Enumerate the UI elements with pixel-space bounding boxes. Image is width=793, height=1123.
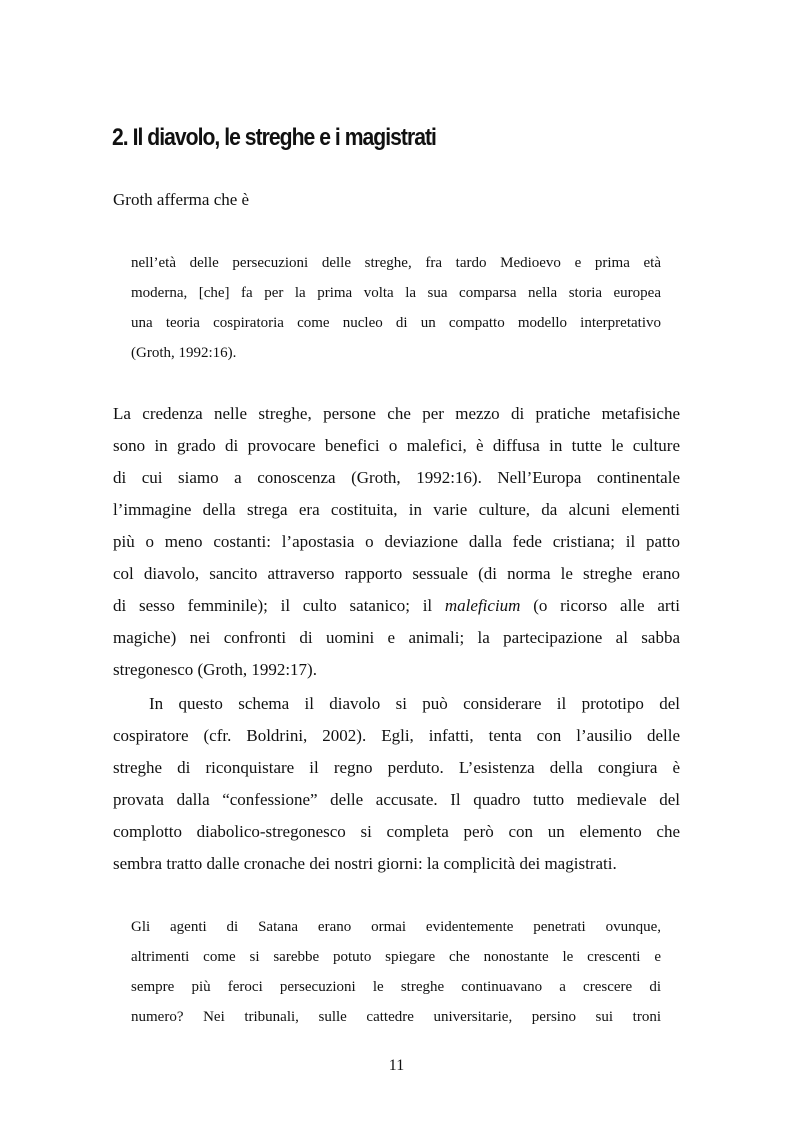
text-segment: di sesso femminile); il culto satanico; il [113, 596, 445, 615]
paragraph-1 [113, 398, 680, 686]
paragraph1-line: sono in grado di provocare benefici o malefici, è diffusa in tutte le culture [113, 436, 680, 455]
block-quote-1 [131, 248, 661, 368]
paragraph1-line: più o meno costanti: l’apostasia o deviazione dalla fede cristiana; il patto [113, 532, 680, 551]
block-quote-2 [131, 912, 661, 1032]
paragraph1-line-with-italic [113, 590, 680, 622]
paragraph1-line: col diavolo, sancito attraverso rapporto sessuale (di norma le streghe erano [113, 564, 680, 583]
quote2-line: Gli agenti di Satana erano ormai evidentemente penetrati ovunque, [131, 919, 661, 935]
quote2-line: altrimenti come si sarebbe potuto spiegare che nonostante le crescenti e [131, 949, 661, 965]
paragraph2-line: streghe di riconquistare il regno perduto. L’esistenza della congiura è [113, 758, 680, 777]
paragraph1-line: l’immagine della strega era costituita, in varie culture, da alcuni elementi [113, 500, 680, 519]
paragraph1-line: stregonesco (Groth, 1992:17). [113, 660, 317, 679]
quote1-line: una teoria cospiratoria come nucleo di un compatto modello interpretativo [131, 315, 661, 331]
quote1-line: (Groth, 1992:16). [131, 345, 237, 361]
paragraph1-line: La credenza nelle streghe, persone che per mezzo di pratiche metafisiche [113, 404, 680, 423]
paragraph-2 [113, 688, 680, 880]
quote2-line: sempre più feroci persecuzioni le streghe continuavano a crescere di [131, 979, 661, 995]
quote1-line: moderna, [che] fa per la prima volta la sua comparsa nella storia europea [131, 285, 661, 301]
paragraph1-line: di cui siamo a conoscenza (Groth, 1992:16). Nell’Europa continentale [113, 468, 680, 487]
quote2-line: numero? Nei tribunali, sulle cattedre universitarie, persino sui troni [131, 1009, 661, 1025]
section-heading: 2. Il diavolo, le streghe e i magistrati [112, 124, 436, 151]
quote1-line: nell’età delle persecuzioni delle streghe, fra tardo Medioevo e prima età [131, 255, 661, 271]
paragraph2-line: cospiratore (cfr. Boldrini, 2002). Egli, infatti, tenta con l’ausilio delle [113, 726, 680, 745]
paragraph2-line: sembra tratto dalle cronache dei nostri giorni: la complicità dei magistrati. [113, 854, 617, 873]
italic-term: maleficium [444, 596, 521, 615]
paragraph1-line: magiche) nei confronti di uomini e animali; la partecipazione al sabba [113, 628, 680, 647]
intro-sentence: Groth afferma che è [113, 190, 250, 209]
text-segment: (o ricorso alle arti [520, 596, 680, 615]
paragraph2-line: complotto diabolico-stregonesco si completa però con un elemento che [113, 822, 680, 841]
paragraph2-line: In questo schema il diavolo si può considerare il prototipo del [149, 694, 680, 713]
page-number: 11 [388, 1057, 405, 1074]
paragraph2-line: provata dalla “confessione” delle accusate. Il quadro tutto medievale del [113, 790, 680, 809]
